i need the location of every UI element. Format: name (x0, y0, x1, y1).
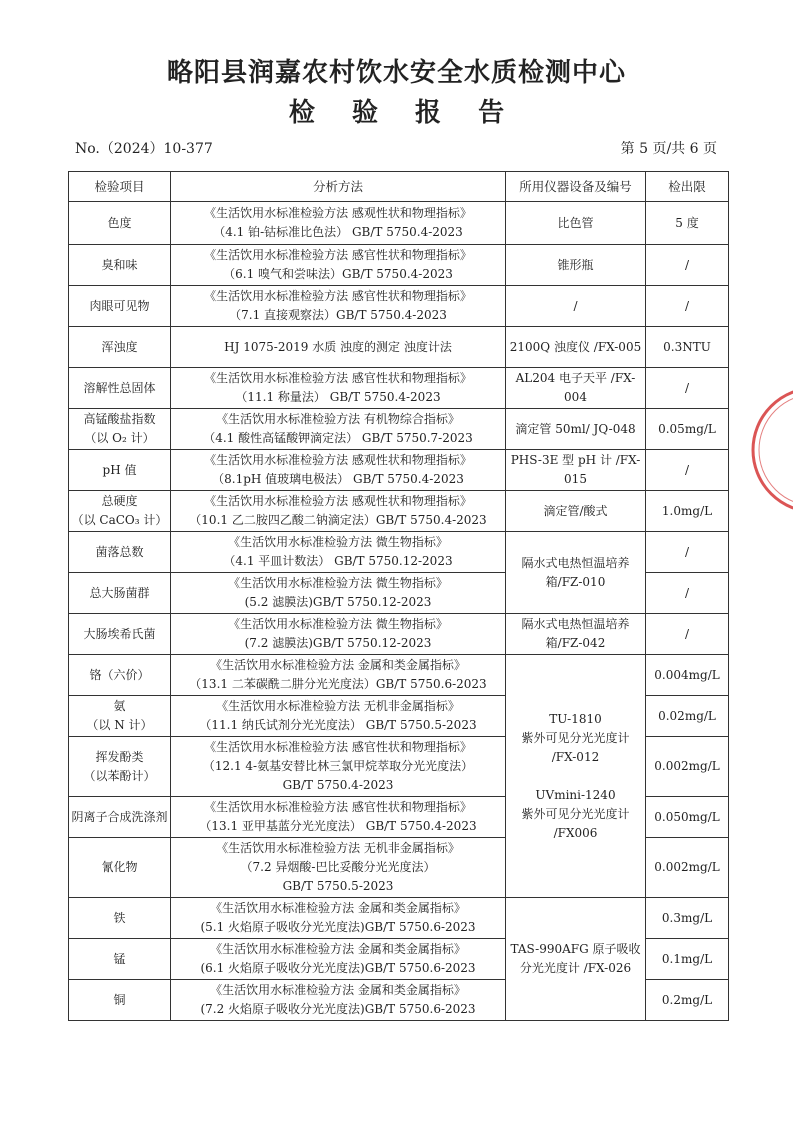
table-row (69, 898, 729, 939)
instrument: 锥形瓶 (506, 245, 646, 286)
analysis-method: 《生活饮用水标准检验方法 微生物指标》 （4.1 平皿计数法） GB/T 5750.12-2023 (171, 532, 506, 573)
analysis-method: 《生活饮用水标准检验方法 感观性状和物理指标》 （10.1 乙二胺四乙酸二钠滴定法）GB/T 5750.4-2023 (171, 491, 506, 532)
instrument: 滴定管 50ml/ JQ-048 (506, 409, 646, 450)
detection-limit: / (646, 573, 729, 614)
table-row (69, 491, 729, 532)
instrument: 隔水式电热恒温培养箱/FZ-042 (506, 614, 646, 655)
test-item: 总硬度 （以 CaCO₃ 计） (69, 491, 171, 532)
analysis-method: 《生活饮用水标准检验方法 感官性状和物理指标》 （11.1 称量法） GB/T 5750.4-2023 (171, 368, 506, 409)
instrument: PHS-3E 型 pH 计 /FX-015 (506, 450, 646, 491)
detection-limit: / (646, 286, 729, 327)
detection-limit: / (646, 368, 729, 409)
analysis-method: 《生活饮用水标准检验方法 无机非金属指标》 （11.1 纳氏试剂分光光度法） GB/T 5750.5-2023 (171, 696, 506, 737)
test-item: 臭和味 (69, 245, 171, 286)
detection-limit: 0.1mg/L (646, 939, 729, 980)
analysis-method: 《生活饮用水标准检验方法 有机物综合指标》 （4.1 酸性高锰酸钾滴定法） GB/T 5750.7-2023 (171, 409, 506, 450)
table-header-row (69, 172, 729, 202)
table-row (69, 450, 729, 491)
table-row (69, 655, 729, 696)
detection-limit: 0.3mg/L (646, 898, 729, 939)
table-row (69, 327, 729, 368)
detection-limit: 0.3NTU (646, 327, 729, 368)
header-instrument: 所用仪器设备及编号 (506, 172, 646, 202)
analysis-method: 《生活饮用水标准检验方法 感官性状和物理指标》 （13.1 亚甲基蓝分光光度法） GB/T 5750.4-2023 (171, 797, 506, 838)
test-item: pH 值 (69, 450, 171, 491)
table-body (69, 202, 729, 1021)
table-row (69, 614, 729, 655)
test-item: 浑浊度 (69, 327, 171, 368)
analysis-method: 《生活饮用水标准检验方法 金属和类金属指标》 (7.2 火焰原子吸收分光光度法)GB/T 5750.6-2023 (171, 980, 506, 1021)
analysis-method: 《生活饮用水标准检验方法 金属和类金属指标》 (6.1 火焰原子吸收分光光度法)GB/T 5750.6-2023 (171, 939, 506, 980)
instrument: / (506, 286, 646, 327)
detection-limit: 0.02mg/L (646, 696, 729, 737)
detection-limit: / (646, 450, 729, 491)
detection-limit: 0.050mg/L (646, 797, 729, 838)
test-item: 铁 (69, 898, 171, 939)
instrument: 比色管 (506, 202, 646, 245)
table-row (69, 368, 729, 409)
table-row (69, 532, 729, 573)
test-item: 大肠埃希氏菌 (69, 614, 171, 655)
instrument-merged: 隔水式电热恒温培养箱/FZ-010 (506, 532, 646, 614)
analysis-method: 《生活饮用水标准检验方法 感观性状和物理指标》 （4.1 铂-钴标准比色法） GB/T 5750.4-2023 (171, 202, 506, 245)
header-method: 分析方法 (171, 172, 506, 202)
analysis-method: 《生活饮用水标准检验方法 无机非金属指标》 （7.2 异烟酸-巴比妥酸分光光度法） GB/T 5750.5-2023 (171, 838, 506, 898)
test-item: 色度 (69, 202, 171, 245)
instrument: 2100Q 浊度仪 /FX-005 (506, 327, 646, 368)
test-item: 氰化物 (69, 838, 171, 898)
detection-limit: 0.002mg/L (646, 737, 729, 797)
test-item: 溶解性总固体 (69, 368, 171, 409)
instrument: 滴定管/酸式 (506, 491, 646, 532)
test-methods-table (68, 171, 729, 1021)
org-title: 略阳县润嘉农村饮水安全水质检测中心 (166, 58, 626, 88)
detection-limit: 0.002mg/L (646, 838, 729, 898)
analysis-method: 《生活饮用水标准检验方法 金属和类金属指标》 (5.1 火焰原子吸收分光光度法)GB/T 5750.6-2023 (171, 898, 506, 939)
test-item: 锰 (69, 939, 171, 980)
table-row (69, 245, 729, 286)
test-item: 菌落总数 (69, 532, 171, 573)
test-item: 阴离子合成洗涤剂 (69, 797, 171, 838)
detection-limit: / (646, 245, 729, 286)
instrument-merged: TAS-990AFG 原子吸收分光光度计 /FX-026 (506, 898, 646, 1021)
table-row (69, 286, 729, 327)
analysis-method: 《生活饮用水标准检验方法 微生物指标》 (7.2 滤膜法)GB/T 5750.12-2023 (171, 614, 506, 655)
report-title: 检 验 报 告 (288, 98, 519, 128)
instrument-merged: TU-1810 紫外可见分光光度计 /FX-012 UVmini-1240 紫外可见分光光度计 /FX006 (506, 655, 646, 898)
test-item: 氨 （以 N 计） (69, 696, 171, 737)
instrument: AL204 电子天平 /FX-004 (506, 368, 646, 409)
red-seal-stamp (745, 380, 793, 520)
test-item: 铬（六价） (69, 655, 171, 696)
detection-limit: 0.2mg/L (646, 980, 729, 1021)
detection-limit: 0.05mg/L (646, 409, 729, 450)
test-item: 肉眼可见物 (69, 286, 171, 327)
page-indicator: 第 5 页/共 6 页 (620, 141, 717, 157)
test-item: 总大肠菌群 (69, 573, 171, 614)
detection-limit: / (646, 532, 729, 573)
analysis-method: 《生活饮用水标准检验方法 金属和类金属指标》 （13.1 二苯碳酰二肼分光光度法）GB/T 5750.6-2023 (171, 655, 506, 696)
detection-limit: 5 度 (646, 202, 729, 245)
analysis-method: 《生活饮用水标准检验方法 感官性状和物理指标》 （7.1 直接观察法）GB/T 5750.4-2023 (171, 286, 506, 327)
header-item: 检验项目 (69, 172, 171, 202)
detection-limit: / (646, 614, 729, 655)
table-row (69, 409, 729, 450)
test-item: 铜 (69, 980, 171, 1021)
test-item: 挥发酚类 （以苯酚计） (69, 737, 171, 797)
detection-limit: 1.0mg/L (646, 491, 729, 532)
table-row (69, 202, 729, 245)
analysis-method: 《生活饮用水标准检验方法 微生物指标》 (5.2 滤膜法)GB/T 5750.12-2023 (171, 573, 506, 614)
analysis-method: 《生活饮用水标准检验方法 感官性状和物理指标》 （6.1 嗅气和尝味法）GB/T 5750.4-2023 (171, 245, 506, 286)
analysis-method: 《生活饮用水标准检验方法 感官性状和物理指标》 （12.1 4-氨基安替比林三氯甲烷萃取分光光度法） GB/T 5750.4-2023 (171, 737, 506, 797)
analysis-method: 《生活饮用水标准检验方法 感观性状和物理指标》 （8.1pH 值玻璃电极法） GB/T 5750.4-2023 (171, 450, 506, 491)
analysis-method: HJ 1075-2019 水质 浊度的测定 浊度计法 (171, 327, 506, 368)
detection-limit: 0.004mg/L (646, 655, 729, 696)
report-number: No.（2024）10-377 (75, 141, 213, 157)
test-item: 高锰酸盐指数 （以 O₂ 计） (69, 409, 171, 450)
header-limit: 检出限 (646, 172, 729, 202)
